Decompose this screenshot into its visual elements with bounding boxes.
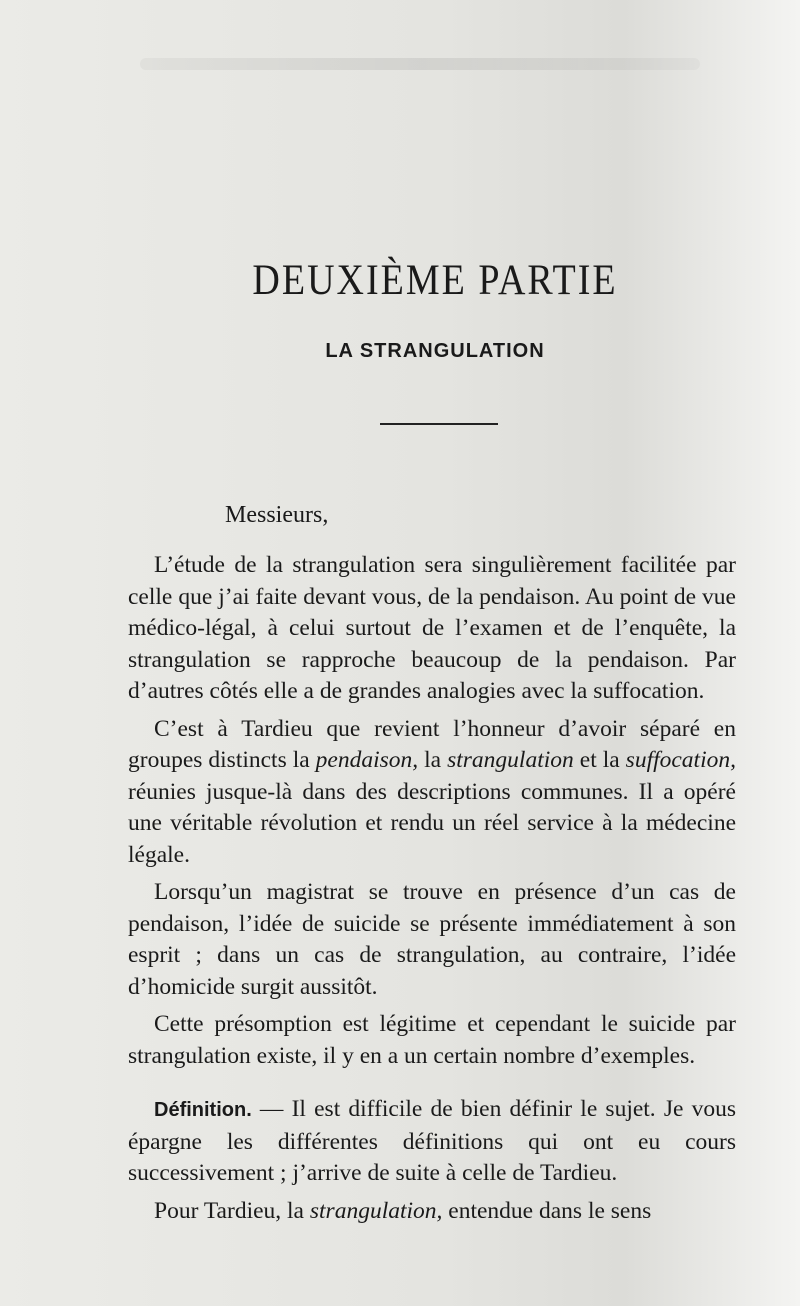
paragraph-2-italic-1: pendaison, [315, 747, 419, 773]
paragraph-3: Lorsqu’un magistrat se trouve en présence d’un cas de pendaison, l’idée de suicide se présente immédiatement à son esprit ; dans un cas de strangulation, au contraire, l’idée d’homicide surgit aussitôt. [128, 879, 736, 1000]
paragraph-2-text-d: réunies jusque-là dans des descriptions communes. Il a opéré une véritable révolution et rendu un réel service à la médecine légale. [128, 778, 736, 868]
paragraph-definition-text: — Il est difficile de bien définir le sujet. Je vous épargne les différentes définitions qui ont eu cours successivement ; j’arrive de suite à celle de Tardieu. [128, 1096, 736, 1186]
paragraph-2-text-a: C’est à Tardieu que revient l’honneur d’avoir séparé en groupes distincts la [128, 715, 736, 773]
body-text [128, 550, 736, 1233]
paragraph-6-text-b: entendue dans le sens [442, 1197, 652, 1224]
paragraph-2-text-b: la [418, 747, 448, 773]
paragraph-2-italic-2: strangulation [447, 747, 574, 773]
bleed-through-shadow [140, 58, 700, 70]
paragraph-1: L’étude de la strangulation sera singulièrement facilitée par celle que j’ai faite devant vous, de la pendaison. Au point de vue médico-légal, à celui surtout de l’examen et de l’enquête, la strangulation se rapproche beaucoup de la pendaison. Par d’autres côtés elle a de grandes analogies avec la suffocation. [128, 552, 736, 704]
paragraph-6 [128, 1196, 736, 1228]
paragraph-6-text-a: Pour Tardieu, la [154, 1197, 310, 1224]
chapter-subtitle: LA STRANGULATION [325, 340, 545, 362]
paragraph-4: Cette présomption est légitime et cependant le suicide par strangulation existe, il y en a un certain nombre d’exemples. [128, 1011, 736, 1069]
section-heading-definition: Définition. [154, 1099, 252, 1121]
paragraph-2-italic-3: suffocation, [625, 747, 736, 773]
title-divider [380, 423, 498, 425]
paragraph-2 [128, 714, 736, 872]
part-title: DEUXIÈME PARTIE [252, 255, 618, 305]
paragraph-2-text-c: et la [573, 747, 626, 773]
salutation: Messieurs, [225, 502, 329, 528]
paragraph-6-italic-1: strangulation, [309, 1197, 443, 1224]
paragraph-definition [128, 1094, 736, 1190]
